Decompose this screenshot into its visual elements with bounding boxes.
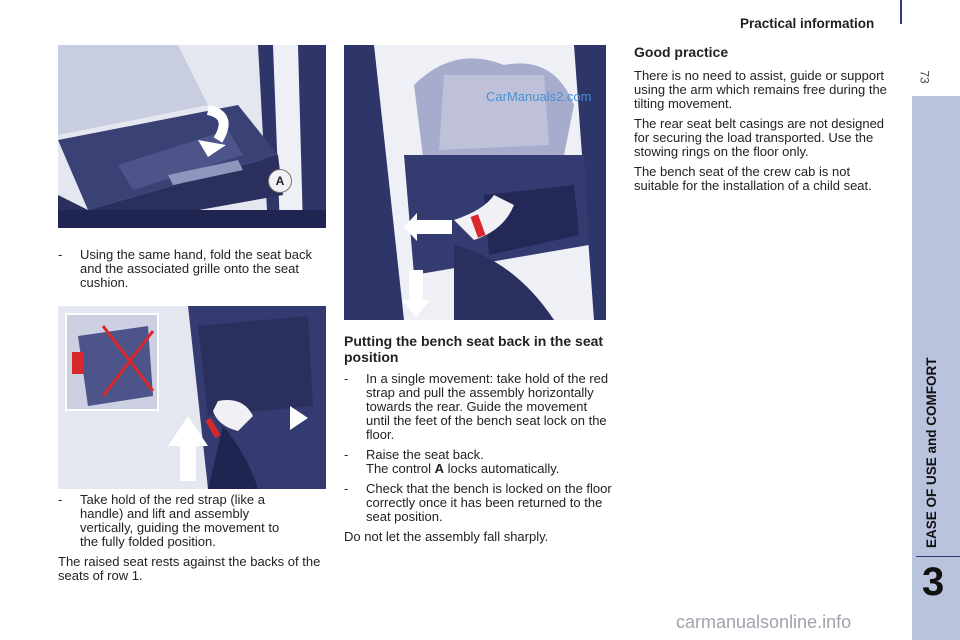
- figure-bench-back: [344, 45, 606, 320]
- col3-para-3: The bench seat of the crew cab is not suitable for the installation of a child seat.: [634, 164, 872, 193]
- page-number: 73: [917, 70, 932, 84]
- bullet-dash: -: [58, 492, 63, 507]
- chapter-divider: [916, 556, 960, 557]
- col1-bullet-1-text: Using the same hand, fold the seat back and the associated grille onto the seat cushion.: [80, 247, 312, 290]
- col2-heading: Putting the bench seat back in the seat position: [344, 333, 604, 365]
- footer-watermark: carmanualsonline.info: [676, 612, 852, 632]
- bullet-dash: -: [344, 447, 349, 462]
- col3-text: [634, 69, 896, 199]
- col2-bullet-1-text: In a single movement: take hold of the red strap and pull the assembly horizontally towards the rear. Guide the movement until the feet of the bench seat lock on the floor.: [366, 371, 609, 442]
- chapter-number: 3: [922, 560, 945, 604]
- col2-para-1: Do not let the assembly fall sharply.: [344, 529, 549, 544]
- col2-bullet-2-post: locks automatically.: [444, 461, 560, 476]
- col2-bullet-2-line1: Raise the seat back.: [366, 447, 484, 462]
- figure-lift-bench: [58, 306, 326, 489]
- col1-bullet-2-text: Take hold of the red strap (like a handle) and lift and assembly vertically, guiding the movement to the fully folded position.: [80, 492, 280, 549]
- col2-bullet-3-text: Check that the bench is locked on the floor correctly once it has been returned to the seat position.: [366, 481, 612, 524]
- figure-fold-seat: [58, 45, 326, 228]
- callout-a: A: [268, 169, 292, 193]
- col1-text-top: [58, 248, 330, 296]
- col2-text: [344, 372, 614, 550]
- bullet-dash: -: [58, 247, 63, 262]
- col2-bullet-3: [344, 482, 614, 524]
- col2-bullet-2-pre: The control: [366, 461, 435, 476]
- watermark: CarManuals2.com: [486, 89, 592, 104]
- header-title: Practical information: [740, 16, 875, 31]
- col2-bullet-2: [344, 448, 614, 476]
- col1-para-1: The raised seat rests against the backs of the seats of row 1.: [58, 554, 321, 583]
- header-divider: [900, 0, 902, 24]
- col1-text-bottom: [58, 493, 330, 589]
- col1-bullet-2: [58, 493, 290, 549]
- col3-heading: Good practice: [634, 44, 729, 60]
- chapter-title: EASE OF USE and COMFORT: [924, 357, 939, 548]
- col2-bullet-1: [344, 372, 614, 442]
- bullet-dash: -: [344, 371, 349, 386]
- col3-para-1: There is no need to assist, guide or support using the arm which remains free during the tilting movement.: [634, 68, 887, 111]
- col3-para-2: The rear seat belt casings are not designed for securing the load transported. Use the stowing rings on the floor only.: [634, 116, 885, 159]
- col1-bullet-1: [58, 248, 330, 290]
- control-a-label: A: [434, 461, 445, 476]
- bullet-dash: -: [344, 481, 349, 496]
